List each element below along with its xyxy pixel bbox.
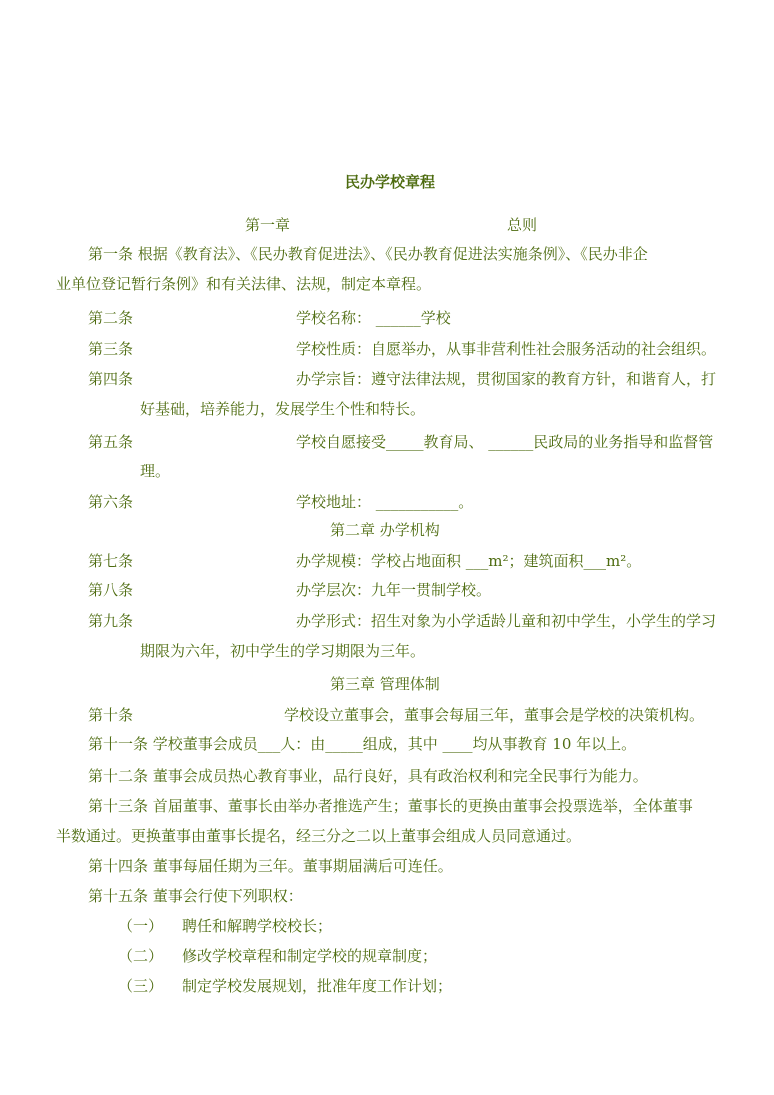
list-item-num: （三） xyxy=(118,977,164,995)
article-8-text: 办学层次：九年一贯制学校。 xyxy=(296,581,492,599)
article-6-text: 学校地址： ___________。 xyxy=(296,493,474,511)
article-9-label: 第九条 xyxy=(88,612,134,630)
article-13-line-1: 第十三条 首届董事、董事长由举办者推选产生；董事长的更换由董事会投票选举，全体董事 xyxy=(88,797,693,815)
article-9-text-2: 期限为六年，初中学生的学习期限为三年。 xyxy=(140,642,426,660)
chapter-1-name: 总则 xyxy=(507,216,538,234)
article-13-line-2: 半数通过。更换董事由董事长提名，经三分之二以上董事会组成人员同意通过。 xyxy=(56,827,582,845)
article-6-label: 第六条 xyxy=(88,493,134,511)
article-1-line-1: 第一条 根据《教育法》、《民办教育促进法》、《民办教育促进法实施条例》、《民办非企 xyxy=(88,245,648,263)
article-5-label: 第五条 xyxy=(88,433,134,451)
article-5-text-1: 学校自愿接受_____教育局、 ______民政局的业务指导和监督管 xyxy=(296,433,714,451)
article-10-text: 学校设立董事会，董事会每届三年，董事会是学校的决策机构。 xyxy=(284,706,705,724)
article-8-label: 第八条 xyxy=(88,581,134,599)
article-2-label: 第二条 xyxy=(88,309,134,327)
article-3-label: 第三条 xyxy=(88,340,134,358)
chapter-1-label: 第一章 xyxy=(245,216,291,234)
list-item-num: （二） xyxy=(118,947,164,965)
article-4-text-1: 办学宗旨：遵守法律法规，贯彻国家的教育方针，和谐育人，打 xyxy=(296,370,717,388)
article-4-text-2: 好基础，培养能力，发展学生个性和特长。 xyxy=(140,400,426,418)
article-1-line-2: 业单位登记暂行条例》和有关法律、法规，制定本章程。 xyxy=(56,275,432,293)
article-14: 第十四条 董事每届任期为三年。董事期届满后可连任。 xyxy=(88,857,453,875)
article-2-text: 学校名称： ______学校 xyxy=(296,309,451,327)
list-item-num: （一） xyxy=(118,917,164,935)
article-4-label: 第四条 xyxy=(88,370,134,388)
chapter-3-heading: 第三章 管理体制 xyxy=(330,675,440,693)
article-9-text-1: 办学形式：招生对象为小学适龄儿童和初中学生，小学生的学习 xyxy=(296,612,717,630)
article-5-text-2: 理。 xyxy=(140,462,171,480)
list-item-text: 制定学校发展规划，批准年度工作计划； xyxy=(182,977,453,995)
article-12: 第十二条 董事会成员热心教育事业，品行良好，具有政治权利和完全民事行为能力。 xyxy=(88,767,648,785)
article-7-label: 第七条 xyxy=(88,552,134,570)
article-10-label: 第十条 xyxy=(88,706,134,724)
chapter-2-heading: 第二章 办学机构 xyxy=(330,521,440,539)
article-3-text: 学校性质：自愿举办，从事非营利性社会服务活动的社会组织。 xyxy=(296,340,717,358)
document-title: 民办学校章程 xyxy=(345,173,436,191)
list-item-text: 修改学校章程和制定学校的规章制度； xyxy=(182,947,438,965)
article-15: 第十五条 董事会行使下列职权： xyxy=(88,887,303,905)
article-11: 第十一条 学校董事会成员___人：由_____组成，其中 ____均从事教育 10 年以上。 xyxy=(88,735,637,753)
list-item-text: 聘任和解聘学校校长； xyxy=(182,917,333,935)
article-7-text: 办学规模：学校占地面积 ___m²；建筑面积___m²。 xyxy=(296,552,642,570)
